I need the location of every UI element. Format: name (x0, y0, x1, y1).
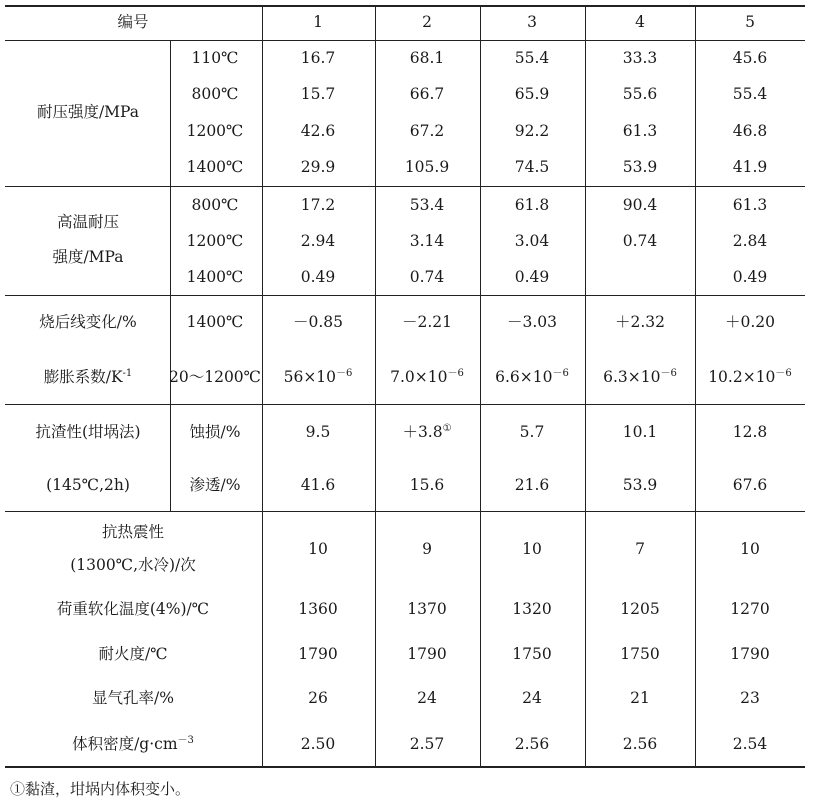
data-cell: 45.6 (732, 49, 768, 67)
data-cell: ＋2.32 (614, 313, 666, 331)
table-rule (5, 5, 805, 7)
data-cell: 12.8 (732, 423, 768, 441)
header-sample-2: 2 (422, 13, 432, 31)
data-cell: 66.7 (409, 85, 445, 103)
data-cell: 1750 (512, 645, 552, 663)
data-cell: $10.2\times 10^{-6}$ (708, 368, 792, 386)
data-cell: －3.03 (506, 313, 558, 331)
data-cell: 1790 (730, 645, 770, 663)
table-rule (5, 295, 805, 296)
condition-cell: 20～1200℃ (168, 368, 262, 386)
data-cell: 90.4 (622, 196, 658, 214)
data-cell: $6.6\times 10^{-6}$ (495, 368, 569, 386)
condition-cell: 蚀损/% (189, 423, 241, 441)
data-cell: 3.14 (409, 232, 445, 250)
data-cell: 9.5 (305, 423, 331, 441)
data-cell: 41.6 (300, 476, 336, 494)
group-label-tsr-condition: (1300℃,水冷)/次 (70, 556, 196, 574)
data-cell: －2.21 (401, 313, 453, 331)
data-cell: 65.9 (514, 85, 550, 103)
data-cell: 16.7 (300, 49, 336, 67)
data-cell: 0.74 (409, 268, 445, 286)
table-rule (5, 404, 805, 405)
data-cell: 23 (740, 689, 760, 707)
data-cell: 33.3 (622, 49, 658, 67)
condition-cell: 110℃ (191, 49, 239, 67)
data-cell: 92.2 (514, 122, 550, 140)
condition-cell: 1200℃ (186, 232, 244, 250)
condition-cell: 1400℃ (186, 313, 244, 331)
group-label-refractoriness: 耐火度/℃ (98, 645, 168, 663)
group-label-slag-condition: (145℃,2h) (46, 476, 130, 494)
data-cell: 0.49 (514, 268, 550, 286)
data-cell: 10.1 (622, 423, 658, 441)
data-cell: 67.6 (732, 476, 768, 494)
table-rule (5, 186, 805, 187)
group-label-compressive: 耐压强度/MPa (36, 103, 140, 121)
data-cell: $7.0\times 10^{-6}$ (390, 368, 464, 386)
header-sample-4: 4 (635, 13, 645, 31)
data-cell: 21.6 (514, 476, 550, 494)
data-cell: $6.3\times 10^{-6}$ (603, 368, 677, 386)
data-cell: 55.4 (514, 49, 550, 67)
data-cell: 74.5 (514, 158, 550, 176)
data-cell: 21 (630, 689, 650, 707)
data-cell: 61.3 (732, 196, 768, 214)
data-cell: 1370 (407, 600, 447, 618)
data-cell: ＋0.20 (724, 313, 776, 331)
data-cell: 41.9 (732, 158, 768, 176)
data-cell: 1790 (298, 645, 338, 663)
data-cell: 2.57 (409, 735, 445, 753)
data-cell: 55.4 (732, 85, 768, 103)
data-cell: 0.49 (300, 268, 336, 286)
group-label-hot-compressive: 高温耐压 (56, 213, 120, 231)
data-cell: 24 (417, 689, 437, 707)
table-divider (480, 5, 481, 766)
data-cell: 2.50 (300, 735, 336, 753)
group-label-rul: 荷重软化温度(4%)/℃ (56, 600, 210, 618)
data-cell: 9 (422, 540, 432, 558)
header-sample-5: 5 (745, 13, 755, 31)
header-sample-1: 1 (313, 13, 323, 31)
data-cell: 61.8 (514, 196, 550, 214)
group-label-tsr: 抗热震性 (101, 523, 165, 541)
data-cell: 7 (635, 540, 645, 558)
data-cell: 17.2 (300, 196, 336, 214)
condition-cell: 800℃ (191, 85, 239, 103)
condition-cell: 1400℃ (186, 158, 244, 176)
data-cell: 10 (740, 540, 760, 558)
data-cell: 1750 (620, 645, 660, 663)
data-cell: 1320 (512, 600, 552, 618)
data-cell: 1270 (730, 600, 770, 618)
condition-cell: 1200℃ (186, 122, 244, 140)
data-cell: 3.04 (514, 232, 550, 250)
data-cell: 46.8 (732, 122, 768, 140)
data-cell: 53.9 (622, 158, 658, 176)
data-cell: 1205 (620, 600, 660, 618)
condition-cell: 渗透/% (189, 476, 241, 494)
data-cell: 61.3 (622, 122, 658, 140)
footnote: ①黏渣，坩埚内体积变小。 (10, 780, 191, 798)
data-cell: 105.9 (404, 158, 450, 176)
data-cell: 29.9 (300, 158, 336, 176)
header-label: 编号 (117, 13, 149, 31)
data-cell: 10 (522, 540, 542, 558)
table-divider (585, 5, 586, 766)
group-label-porosity: 显气孔率/% (92, 689, 174, 707)
data-cell: 1790 (407, 645, 447, 663)
table-rule (5, 40, 805, 41)
condition-cell: 800℃ (191, 196, 239, 214)
condition-cell: 1400℃ (186, 268, 244, 286)
data-cell: 2.54 (732, 735, 768, 753)
data-cell: 0.74 (622, 232, 658, 250)
data-cell: 55.6 (622, 85, 658, 103)
data-cell: 15.7 (300, 85, 336, 103)
group-label-pclc: 烧后线变化/% (39, 313, 137, 331)
data-cell: 2.56 (514, 735, 550, 753)
header-sample-3: 3 (527, 13, 537, 31)
table-rule (5, 511, 805, 512)
data-cell: 1360 (298, 600, 338, 618)
data-cell: 68.1 (409, 49, 445, 67)
data-cell: 10 (308, 540, 328, 558)
data-cell: 53.9 (622, 476, 658, 494)
data-cell: 2.94 (300, 232, 336, 250)
data-cell: $56\times 10^{-6}$ (283, 368, 353, 386)
data-cell: 42.6 (300, 122, 336, 140)
data-cell: 5.7 (519, 423, 545, 441)
data-cell: 2.84 (732, 232, 768, 250)
table-divider (262, 5, 263, 766)
data-cell: 53.4 (409, 196, 445, 214)
data-cell: ＋3.8① (402, 423, 452, 441)
data-cell: －0.85 (292, 313, 344, 331)
data-cell: 0.49 (732, 268, 768, 286)
group-label-expansion: 膨胀系数$/K^{-1}$ (43, 368, 133, 386)
data-cell: 2.56 (622, 735, 658, 753)
table-rule (5, 766, 805, 768)
data-cell: 24 (522, 689, 542, 707)
table-divider (695, 5, 696, 766)
group-label-hot-compressive-unit: 强度/MPa (52, 248, 124, 266)
table-divider (375, 5, 376, 766)
table-divider (170, 40, 171, 511)
data-cell: 67.2 (409, 122, 445, 140)
data-cell: 26 (308, 689, 328, 707)
group-label-slag: 抗渣性(坩埚法) (35, 423, 141, 441)
data-cell: 15.6 (409, 476, 445, 494)
group-label-density: 体积密度$/g\cdot cm^{-3}$ (72, 735, 194, 753)
